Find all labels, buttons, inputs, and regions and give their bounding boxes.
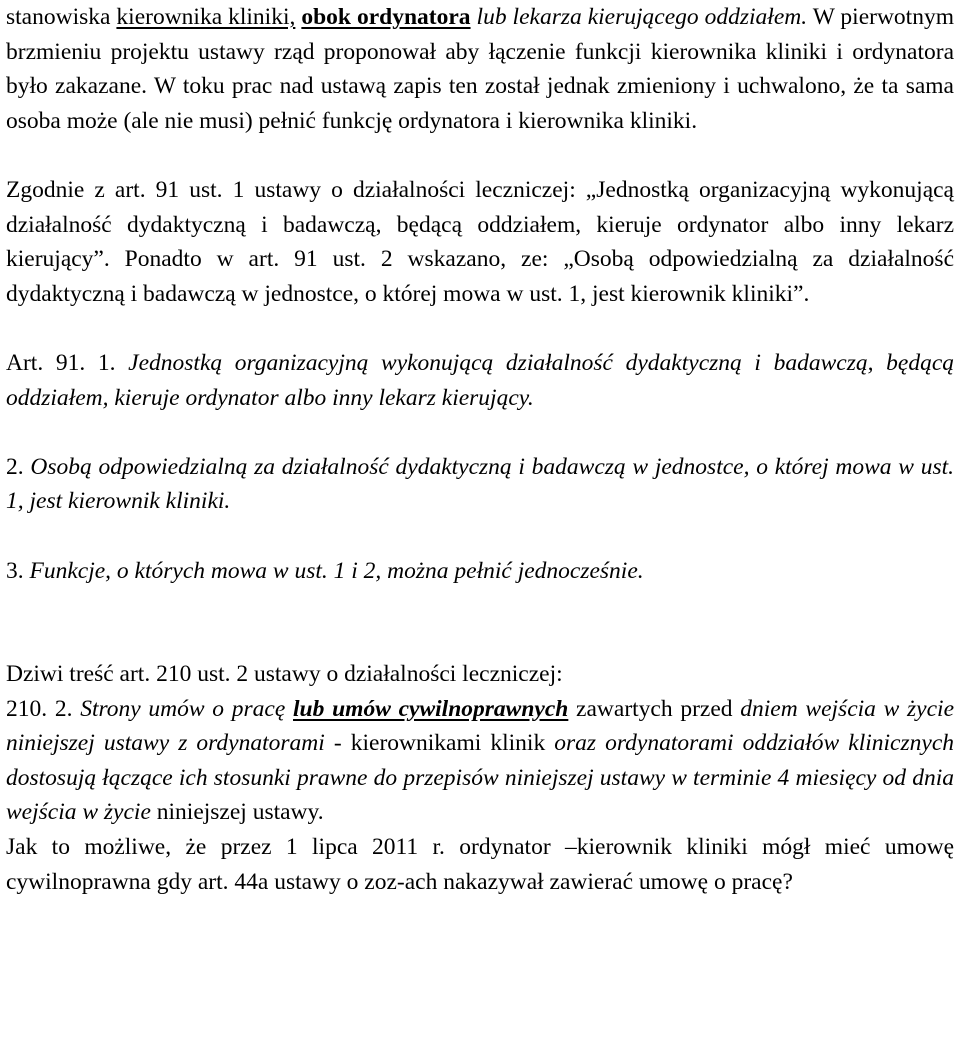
article-number: 2. (6, 453, 24, 480)
paragraph-art-210-2 (6, 692, 954, 830)
italic-text: oraz ordynatorami oddziałów klinicznych dostosują łączące ich stosunki prawne do przepisów niniejszej ustawy w terminie 4 miesięcy od dnia wejścia w życie (6, 730, 954, 826)
paragraph-art-91-quote: Zgodnie z art. 91 ust. 1 ustawy o działalności leczniczej: „Jednostką organizacyjną wykonującą działalność dydaktyczną i badawczą, będącą oddziałem, kieruje ordynator albo inny lekarz kierujący”. Ponadto w art. 91 ust. 2 wskazano, ze: „Osobą odpowiedzialną za działalność dydaktyczną i badawczą w jednostce, o której mowa w ust. 1, jest kierownik kliniki”. (6, 176, 954, 307)
underlined-text: kierownika kliniki, (116, 4, 296, 30)
document-page (6, 0, 954, 899)
text-fragment: niniejszej ustawy. (150, 799, 324, 826)
article-text: Osobą odpowiedzialną za działalność dydaktyczną i badawczą w jednostce, o której mowa w ust. 1, jest kierownik kliniki. (6, 453, 954, 515)
paragraph-art-210-intro: Dziwi treść art. 210 ust. 2 ustawy o działalności leczniczej: (6, 661, 563, 688)
article-number: 3. (6, 557, 24, 584)
paragraph-art-91-2 (6, 450, 954, 519)
italic-text: Strony umów o pracę (72, 695, 294, 722)
text-fragment: stanowiska (6, 4, 117, 30)
article-number: 210. 2. (6, 695, 73, 722)
article-number: Art. 91. 1. (6, 349, 116, 376)
paragraph-art-91-1 (6, 346, 954, 415)
paragraph-intro (6, 0, 954, 138)
text-fragment: - kierownikami klinik (324, 730, 555, 757)
text-fragment: W pierwotnym brzmieniu projektu ustawy rząd proponował aby łączenie funkcji kierownika kliniki i ordynatora było zakazane. W toku prac nad ustawą zapis ten został jednak zmieniony i uchwalono, że ta sama osoba może (ale nie musi) pełnić funkcję ordynatora i kierownika kliniki. (6, 4, 954, 134)
paragraph-art-91-3 (6, 554, 954, 589)
article-text: Funkcje, o których mowa w ust. 1 i 2, można pełnić jednocześnie. (23, 557, 644, 584)
bold-underlined-text: obok ordynatora (301, 4, 471, 30)
italic-text: dniem wejścia w życie niniejszej ustawy z ordynatorami (6, 695, 954, 757)
bold-underlined-text: lub umów cywilnoprawnych (293, 695, 569, 722)
text-fragment: zawartych przed (568, 695, 741, 722)
paragraph-question: Jak to możliwe, że przez 1 lipca 2011 r. ordynator –kierownik kliniki mógł mieć umowę cywilnoprawna gdy art. 44a ustawy o zoz-ach nakazywał zawierać umowę o pracę? (6, 834, 954, 895)
article-text: Jednostką organizacyjną wykonującą działalność dydaktyczną i badawczą, będącą oddziałem, kieruje ordynator albo inny lekarz kierujący. (6, 349, 954, 411)
italic-text: lub lekarza kierującego oddziałem. (470, 4, 808, 30)
